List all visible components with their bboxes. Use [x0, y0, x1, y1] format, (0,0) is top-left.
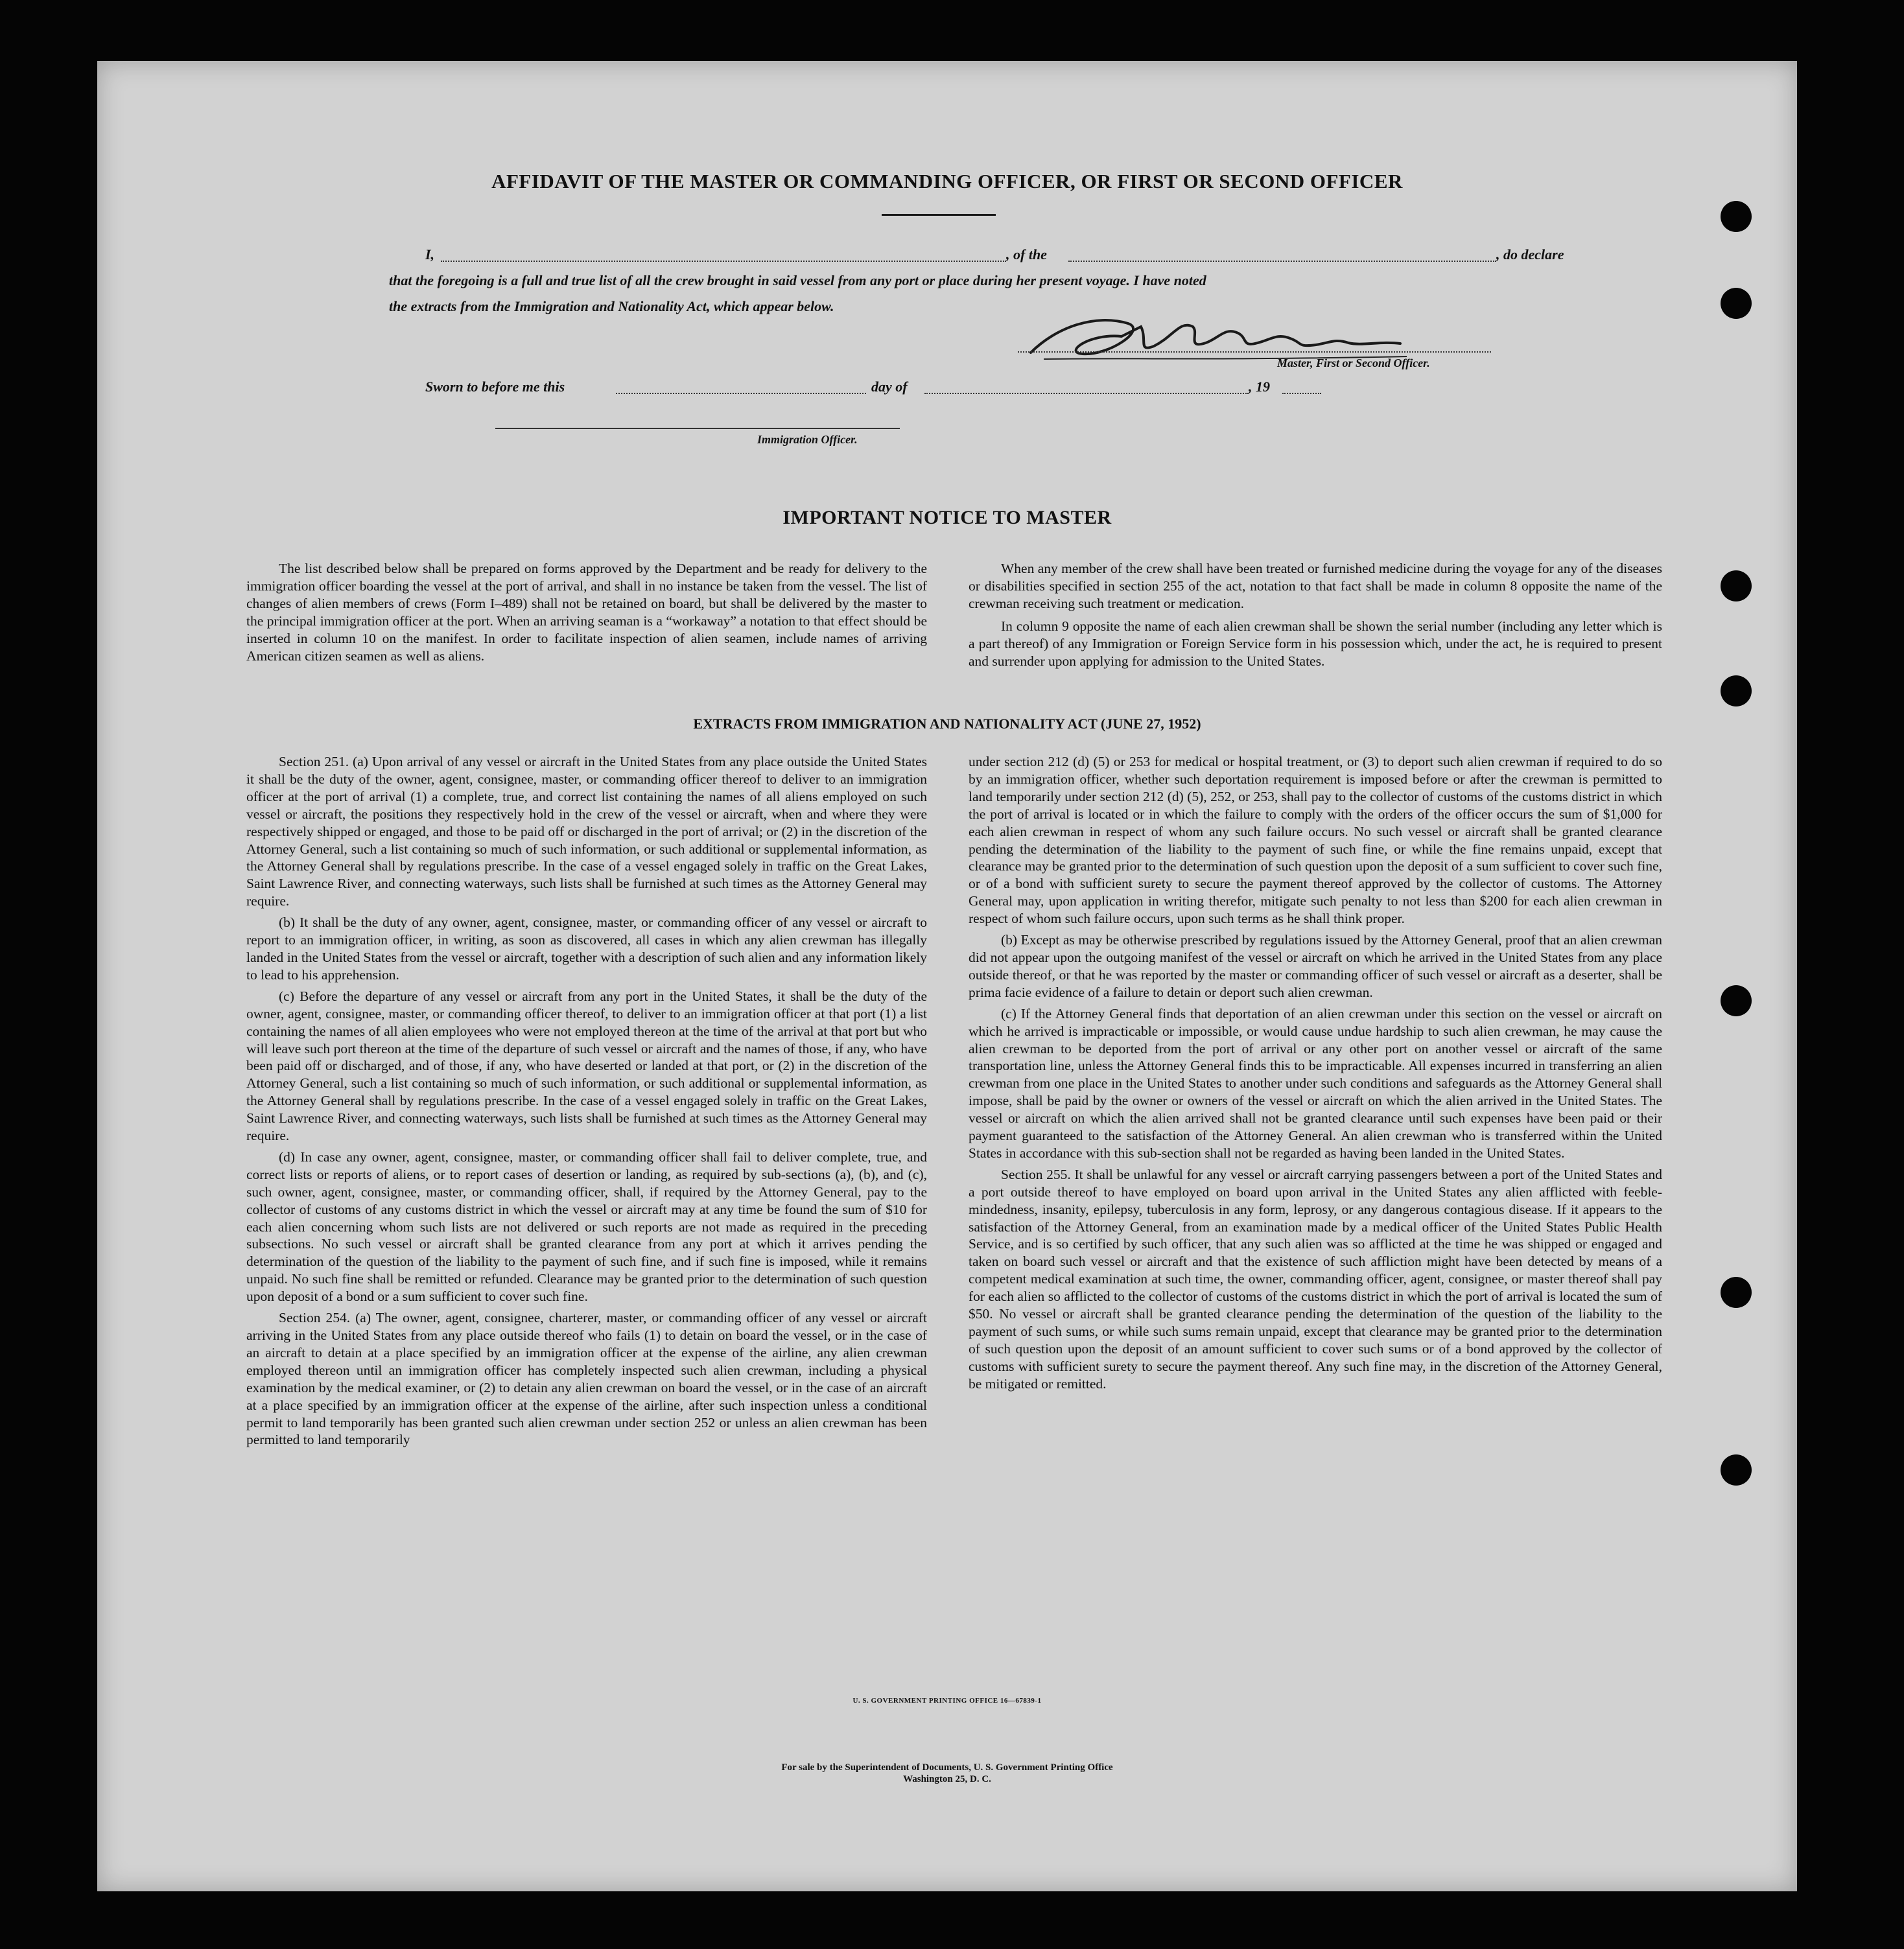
extract-paragraph: (d) In case any owner, agent, consignee, master, or commanding officer shall fail to deliver complete, true, and correct lists or reports of aliens, or to report cases of desertion or landing, as required by sub-sections (a), (b), and (c), such owner, agent, consignee, master, or commanding officer, shall, if required by the Attorney General, pay to the collector of customs of any customs district in which the vessel or aircraft may at any time be found the sum of $10 for each alien concerning whom such lists are not delivered or such reports are not made as required in the preceding subsections. No such vessel or aircraft shall be granted clearance from any port at which it arrives pending the determination of the question of the liability to the payment of such fine, and if such fine is imposed, while it remains unpaid. No such fine shall be remitted or refunded. Clearance may be granted prior to the determination of such question upon deposit of a bond or a sum sufficient to cover such fine.	[246, 1149, 927, 1305]
binder-hole	[1721, 288, 1752, 319]
extract-paragraph: Section 251. (a) Upon arrival of any vessel or aircraft in the United States from any place outside the United States it shall be the duty of the owner, agent, consignee, master, or commanding officer thereof to deliver to an immigration officer at the port of arrival (1) a complete, true, and correct list containing the names of all aliens employed on such vessel or aircraft, the positions they respectively hold in the crew of the vessel or aircraft, when and where they were respectively shipped or engaged, and those to be paid off or discharged in the port of arrival; or (2) in the discretion of the Attorney General, such a list containing so much of such information, or such additional or supplemental information, as the Attorney General shall by regulations prescribe. In the case of a vessel engaged solely in traffic on the Great Lakes, Saint Lawrence River, and connecting waterways, such lists shall be furnished at such times as the Attorney General may require.	[246, 754, 927, 909]
vessel-blank-line	[1068, 261, 1496, 262]
extract-paragraph: (c) If the Attorney General finds that deportation of an alien crewman under this section on the vessel or aircraft on which he arrived is impracticable or impossible, or would cause undue hardship to such alien crewman, he may cause the alien crewman to be deported from the port of arrival or any other port on another vessel or aircraft of the same transportation line, unless the Attorney General finds this to be impracticable. All expenses incurred in transferring an alien crewman from one place in the United States to another under such conditions and safeguards as the Attorney General shall impose, shall be paid by the owner or owners of the vessel or aircraft on which the alien arrived in the United States. The vessel or aircraft on which the alien arrived shall not be granted clearance until such expenses have been paid or their payment guaranteed to the satisfaction of the Attorney General. An alien crewman who is transferred within the United States in accordance with this sub-section shall not be regarded as having been landed in the United States.	[969, 1005, 1662, 1161]
month-line	[924, 393, 1249, 394]
binder-hole	[1721, 985, 1752, 1016]
print-code: U. S. GOVERNMENT PRINTING OFFICE 16—67839-1	[852, 1697, 1042, 1705]
title-underline	[882, 214, 996, 216]
extract-paragraph: under section 212 (d) (5) or 253 for medical or hospital treatment, or (3) to deport such alien crewman if required to do so by an immigration officer, whether such deportation requirement is imposed before or after the crewman is permitted to land temporarily under section 212 (d) (5), 252, or 253, shall pay to the collector of customs of the customs district in which the port of arrival is located or in which the failure to comply with the orders of the officer occurs the sum of $1,000 for each alien crewman in respect of whom any such failure occurs. No such vessel or aircraft shall be granted clearance pending the determination of the liability to the payment of such fine, or while the fine remains unpaid, except that clearance may be granted prior to the determination of such question upon the deposit of a sum sufficient to cover such fine, or of a bond with sufficient surety to secure the payment thereof approved by the collector of customs. The Attorney General may, upon application in writing therefor, mitigate such penalty to not less than $200 for each alien crewman in respect of whom such failure occurs, upon such terms as he shall think proper.	[969, 754, 1662, 927]
notice-right-paragraph: When any member of the crew shall have been treated or furnished medicine during the voyage for any of the diseases or disabilities specified in section 255 of the act, notation to that fact shall be made in column 8 opposite the name of the crewman receiving such treatment or medication.	[969, 561, 1662, 611]
affidavit-title: AFFIDAVIT OF THE MASTER OR COMMANDING OFFICER, OR FIRST OR SECOND OFFICER	[491, 170, 1403, 193]
extracts-right-column	[969, 753, 1662, 1397]
extracts-title: EXTRACTS FROM IMMIGRATION AND NATIONALITY ACT (JUNE 27, 1952)	[693, 716, 1201, 732]
footer-line2: Washington 25, D. C.	[903, 1774, 991, 1784]
extract-paragraph: Section 254. (a) The owner, agent, consignee, charterer, master, or commanding officer of any vessel or aircraft arriving in the United States from any place outside thereof who fails (1) to detain on board the vessel, or in the case of an aircraft to detain at a place specified by an immigration officer at the expense of the airline, any alien crewman employed thereon until an immigration officer has completely inspected such alien crewman, including a physical examination by the medical examiner, or (2) to detain any alien crewman on board the vessel, or in the case of an aircraft at a place specified by an immigration officer at the expense of the airline, after such inspection unless a conditional permit to land temporarily has been granted such alien crewman under section 252 or unless an alien crewman has been permitted to land temporarily	[246, 1310, 927, 1448]
document-page	[97, 61, 1797, 1891]
binder-hole	[1721, 570, 1752, 601]
extract-paragraph: (b) It shall be the duty of any owner, agent, consignee, master, or commanding officer of any vessel or aircraft to report to an immigration officer, in writing, as soon as discovered, all cases in which any alien crewman has illegally landed in the United States from the vessel or aircraft, together with a description of such alien and any information likely to lead to his apprehension.	[246, 915, 927, 983]
immigration-officer-label: Immigration Officer.	[757, 433, 858, 446]
extract-paragraph: Section 255. It shall be unlawful for any vessel or aircraft carrying passengers between a port of the United States and a port outside thereof to have employed on board upon arrival in the United States any alien afflicted with feeble-mindedness, insanity, epilepsy, tuberculosis in any form, leprosy, or any dangerous contagious disease. If it appears to the satisfaction of the Attorney General, from an examination made by a medical officer of the United States Public Health Service, and is so certified by such officer, that any such alien was so afflicted at the time he was shipped or engaged and taken on board such vessel or aircraft and that the existence of such affliction might have been detected by means of a competent medical examination at such time, the owner, commanding officer, agent, consignee, or master thereof shall pay for each alien so afflicted to the collector of customs of the customs district in which the port of arrival is located the sum of $50. No vessel or aircraft shall be granted clearance pending the determination of the question of the liability to the payment of such sums, or while such sums remain unpaid, except that clearance may be granted prior to the determination of such question upon the deposit of an amount sufficient to cover such sums or of a bond approved by the collector of customs with sufficient surety to secure the payment thereof. Any such fine may, in the discretion of the Attorney General, be mitigated or remitted.	[969, 1166, 1662, 1392]
affidavit-of-the-label: , of the	[1006, 246, 1047, 263]
extract-paragraph: (b) Except as may be otherwise prescribed by regulations issued by the Attorney General, proof that an alien crewman did not appear upon the outgoing manifest of the vessel or aircraft on which he arrived in the United States from any place outside thereof, or that he was reported by the master or commanding officer of such vessel or aircraft as a deserter, shall be prima facie evidence of a failure to detain or deport such alien crewman.	[969, 932, 1662, 1000]
year-label: , 19	[1249, 379, 1270, 395]
binder-hole	[1721, 1277, 1752, 1308]
binder-hole	[1721, 1454, 1752, 1486]
name-blank-line	[441, 261, 1006, 262]
master-officer-label: Master, First or Second Officer.	[1277, 356, 1430, 369]
extracts-left-column	[246, 753, 927, 1453]
officer-signature-line	[495, 428, 900, 429]
notice-right-paragraph: In column 9 opposite the name of each alien crewman shall be shown the serial number (including any letter which is a part thereof) of any Immigration or Foreign Service form in his possession which, under the act, he is required to present and surrender upon applying for admission to the United States.	[969, 618, 1662, 669]
affidavit-i-label: I,	[425, 246, 435, 263]
signature-line	[1018, 351, 1491, 353]
affidavit-line3: the extracts from the Immigration and Nationality Act, which appear below.	[389, 298, 834, 314]
notice-title: IMPORTANT NOTICE TO MASTER	[782, 507, 1112, 528]
year-line	[1282, 393, 1321, 394]
day-of-label: day of	[871, 379, 908, 395]
extract-paragraph: (c) Before the departure of any vessel or aircraft from any port in the United States, it shall be the duty of the owner, agent, consignee, master, or commanding officer thereof, to deliver to an immigration officer at that port (1) a list containing the names of all alien employees who were not employed thereon at the time of the arrival at that port but who will leave such port thereon at the time of the departure of such vessel or aircraft and the names of those, if any, who have been paid off or discharged, and of those, if any, who have deserted or landed at that port, or (2) in the discretion of the Attorney General, such a list containing so much of such information, or such additional or supplemental information, as the Attorney General shall by regulations prescribe. In the case of a vessel engaged solely in traffic on the Great Lakes, Saint Lawrence River, and connecting waterways, such lists shall be furnished at such times as the Attorney General may require.	[246, 988, 927, 1144]
notice-left-paragraph: The list described below shall be prepared on forms approved by the Department and be ready for delivery to the immigration officer boarding the vessel at the port of arrival, and shall in no instance be taken from the vessel. The list of changes of alien members of crews (Form I–489) shall not be retained on board, but shall be delivered by the master to the principal immigration officer at the port. When an arriving seaman is a “workaway” a notation to that effect should be inserted in column 10 on the manifest. In order to facilitate inspection of alien seamen, include names of arriving American citizen seamen as well as aliens.	[246, 561, 927, 664]
affidavit-line2: that the foregoing is a full and true list of all the crew brought in said vessel from any port or place during her present voyage. I have noted	[389, 272, 1206, 288]
footer-line1: For sale by the Superintendent of Documents, U. S. Government Printing Office	[781, 1762, 1113, 1773]
binder-hole	[1721, 675, 1752, 706]
footer	[97, 1762, 1797, 1785]
affidavit-declare-label: , do declare	[1496, 246, 1564, 263]
binder-hole	[1721, 201, 1752, 232]
notice-right-column	[969, 560, 1662, 673]
sworn-label: Sworn to before me this	[425, 379, 565, 395]
notice-left-column	[246, 560, 927, 668]
sworn-date-line	[616, 393, 866, 394]
